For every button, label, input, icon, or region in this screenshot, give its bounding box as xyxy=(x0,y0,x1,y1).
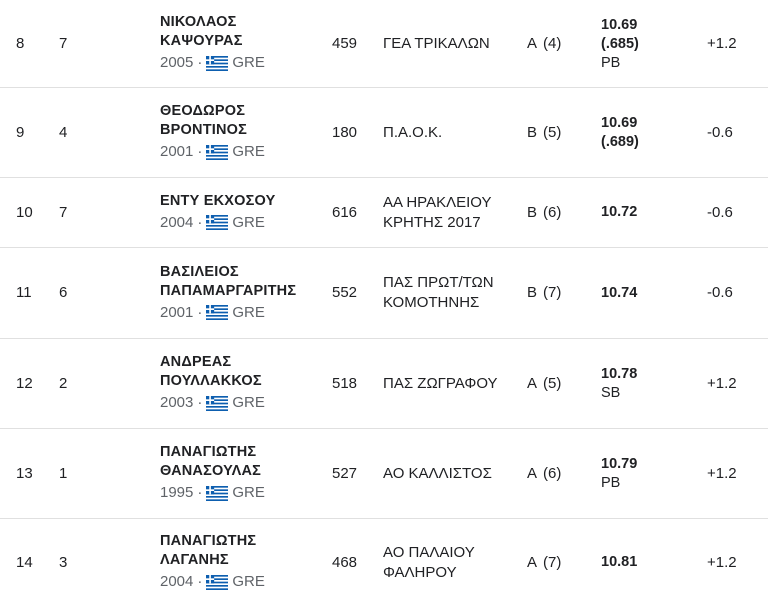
club-cell xyxy=(383,339,518,428)
wind-reading: +1.2 xyxy=(707,553,737,571)
heat-cell xyxy=(527,429,587,518)
country-code: GRE xyxy=(232,143,265,160)
heat-cell xyxy=(527,178,587,247)
result-time: 10.79 xyxy=(601,456,638,472)
athlete-meta xyxy=(160,52,330,74)
bib-cell xyxy=(332,178,372,247)
lane-cell xyxy=(59,339,89,428)
club-cell xyxy=(383,0,518,87)
heat-group xyxy=(527,374,587,394)
country-code: GRE xyxy=(232,213,265,231)
table-row[interactable] xyxy=(0,178,768,248)
heat-position: (7) xyxy=(543,553,562,571)
result-time-precise: (.689) xyxy=(601,133,639,150)
result-time: 10.78 xyxy=(601,366,638,382)
club-cell xyxy=(383,88,518,177)
table-row[interactable] xyxy=(0,248,768,339)
heat-letter: A xyxy=(527,464,538,482)
wind-reading: +1.2 xyxy=(707,374,737,392)
athlete-name-line-2[interactable]: ΚΑΨΟΥΡΑΣ xyxy=(160,33,243,49)
bib-cell xyxy=(332,88,372,177)
time-cell xyxy=(601,88,681,177)
heat-cell xyxy=(527,88,587,177)
heat-group xyxy=(527,123,587,143)
bib-number: 180 xyxy=(332,123,358,141)
heat-cell xyxy=(527,519,587,606)
rank-cell xyxy=(16,0,46,87)
lane-cell xyxy=(59,178,89,247)
greece-flag-icon xyxy=(206,575,228,590)
lane-cell xyxy=(59,519,89,606)
lane: 6 xyxy=(59,284,68,301)
greece-flag-icon xyxy=(206,56,228,71)
athlete-meta xyxy=(160,212,330,234)
heat-position: (6) xyxy=(543,464,562,482)
greece-flag-icon xyxy=(206,486,228,501)
athlete-cell xyxy=(160,88,330,177)
bib-cell xyxy=(332,339,372,428)
heat-position: (7) xyxy=(543,284,562,301)
separator-dot: · xyxy=(197,484,203,501)
wind-reading: -0.6 xyxy=(707,203,733,221)
wind-cell xyxy=(707,0,757,87)
rank: 12 xyxy=(16,374,33,392)
athlete-name-line-1[interactable]: ΕΝΤΥ ΕΚΧΟΣΟΥ xyxy=(160,192,276,209)
bib-cell xyxy=(332,519,372,606)
bib-cell xyxy=(332,429,372,518)
bib-number: 518 xyxy=(332,374,358,392)
lane-cell xyxy=(59,248,89,338)
wind-cell xyxy=(707,429,757,518)
club-line-2: ΦΑΛΗΡΟΥ xyxy=(383,563,457,581)
table-row[interactable] xyxy=(0,0,768,88)
athlete-name-line-2[interactable]: ΠΑΠΑΜΑΡΓΑΡΙΤΗΣ xyxy=(160,282,297,299)
separator-dot: · xyxy=(197,303,203,321)
athlete-name-line-1[interactable]: ΠΑΝΑΓΙΩΤΗΣ xyxy=(160,444,257,460)
athlete-name-line-1[interactable]: ΠΑΝΑΓΙΩΤΗΣ xyxy=(160,533,257,549)
athlete-cell xyxy=(160,178,330,247)
lane-cell xyxy=(59,429,89,518)
athlete-cell xyxy=(160,248,330,338)
rank: 11 xyxy=(16,284,32,301)
bib-number: 552 xyxy=(332,284,358,301)
table-row[interactable] xyxy=(0,339,768,429)
heat-group xyxy=(527,283,587,303)
result-time: 10.74 xyxy=(601,284,638,301)
heat-group xyxy=(527,203,587,223)
rank: 8 xyxy=(16,34,25,52)
birth-year: 2004 xyxy=(160,213,194,231)
birth-year: 2003 xyxy=(160,394,194,411)
lane: 7 xyxy=(59,34,68,52)
heat-position: (4) xyxy=(543,34,562,52)
athlete-name-line-2[interactable]: ΘΑΝΑΣΟΥΛΑΣ xyxy=(160,463,262,479)
rank-cell xyxy=(16,339,46,428)
time-cell xyxy=(601,0,681,87)
result-time: 10.81 xyxy=(601,554,638,570)
birth-year: 2001 xyxy=(160,303,194,321)
separator-dot: · xyxy=(197,54,203,71)
heat-group xyxy=(527,553,587,573)
bib-cell xyxy=(332,0,372,87)
heat-cell xyxy=(527,248,587,338)
wind-reading: +1.2 xyxy=(707,34,737,52)
club-line-1: ΠΑΣ ΖΩΓΡΑΦΟΥ xyxy=(383,374,498,392)
result-time: 10.69 xyxy=(601,114,638,131)
bib-number: 527 xyxy=(332,464,358,482)
table-row[interactable] xyxy=(0,88,768,178)
wind-cell xyxy=(707,519,757,606)
greece-flag-icon xyxy=(206,215,228,230)
athlete-cell xyxy=(160,429,330,518)
heat-cell xyxy=(527,339,587,428)
athlete-meta xyxy=(160,571,330,593)
rank: 14 xyxy=(16,553,33,571)
club-line-1: Π.Α.Ο.Κ. xyxy=(383,123,443,141)
record-mark: SB xyxy=(601,385,621,401)
rank-cell xyxy=(16,178,46,247)
separator-dot: · xyxy=(197,573,203,590)
record-mark: PB xyxy=(601,54,621,71)
club-line-1: ΠΑΣ ΠΡΩΤ/ΤΩΝ xyxy=(383,274,494,291)
lane: 2 xyxy=(59,374,68,392)
rank: 13 xyxy=(16,464,33,482)
heat-cell xyxy=(527,0,587,87)
athlete-name-line-2[interactable]: ΒΡΟΝΤΙΝΟΣ xyxy=(160,122,248,138)
time-cell xyxy=(601,429,681,518)
heat-position: (5) xyxy=(543,374,562,392)
lane: 7 xyxy=(59,203,68,221)
country-code: GRE xyxy=(232,303,265,321)
rank-cell xyxy=(16,248,46,338)
separator-dot: · xyxy=(197,213,203,231)
club-line-1: ΓΕΑ ΤΡΙΚΑΛΩΝ xyxy=(383,34,490,52)
club-line-2: ΚΟΜΟΤΗΝΗΣ xyxy=(383,294,480,311)
lane: 1 xyxy=(59,464,68,482)
time-cell xyxy=(601,178,681,247)
heat-group xyxy=(527,464,587,484)
club-line-1: ΑΟ ΠΑΛΑΙΟΥ xyxy=(383,543,475,561)
athlete-meta xyxy=(160,302,330,324)
heat-letter: A xyxy=(527,374,538,392)
athlete-meta xyxy=(160,141,330,163)
rank: 9 xyxy=(16,123,25,141)
heat-letter: B xyxy=(527,203,538,221)
birth-year: 2005 xyxy=(160,54,194,71)
heat-letter: A xyxy=(527,553,538,571)
country-code: GRE xyxy=(232,573,265,590)
rank-cell xyxy=(16,519,46,606)
greece-flag-icon xyxy=(206,305,228,320)
athlete-cell xyxy=(160,339,330,428)
lane-cell xyxy=(59,88,89,177)
result-time: 10.69 xyxy=(601,16,638,33)
wind-cell xyxy=(707,178,757,247)
heat-letter: A xyxy=(527,34,538,52)
athlete-name-line-1[interactable]: ΒΑΣΙΛΕΙΟΣ xyxy=(160,263,239,280)
wind-cell xyxy=(707,88,757,177)
club-cell xyxy=(383,429,518,518)
bib-number: 459 xyxy=(332,34,358,52)
lane-cell xyxy=(59,0,89,87)
athlete-cell xyxy=(160,0,330,87)
table-row[interactable] xyxy=(0,429,768,519)
birth-year: 2004 xyxy=(160,573,194,590)
birth-year: 2001 xyxy=(160,143,194,160)
rank-cell xyxy=(16,88,46,177)
birth-year: 1995 xyxy=(160,484,194,501)
time-cell xyxy=(601,519,681,606)
time-cell xyxy=(601,339,681,428)
bib-number: 616 xyxy=(332,203,358,221)
greece-flag-icon xyxy=(206,396,228,411)
time-cell xyxy=(601,248,681,338)
athlete-name-line-2[interactable]: ΠΟΥΛΛΑΚΚΟΣ xyxy=(160,373,262,389)
country-code: GRE xyxy=(232,54,265,71)
lane: 3 xyxy=(59,553,68,571)
club-cell xyxy=(383,248,518,338)
athlete-cell xyxy=(160,519,330,606)
result-time-precise: (.685) xyxy=(601,35,639,52)
athlete-name-line-1[interactable]: ΑΝΔΡΕΑΣ xyxy=(160,354,232,370)
athlete-name-line-1[interactable]: ΘΕΟΔΩΡΟΣ xyxy=(160,103,246,119)
wind-reading: -0.6 xyxy=(707,284,733,301)
heat-position: (6) xyxy=(543,203,562,221)
result-time: 10.72 xyxy=(601,204,638,220)
heat-letter: B xyxy=(527,284,538,301)
wind-cell xyxy=(707,248,757,338)
bib-number: 468 xyxy=(332,553,358,571)
lane: 4 xyxy=(59,123,68,141)
athlete-name-line-1[interactable]: ΝΙΚΟΛΑΟΣ xyxy=(160,14,237,30)
athlete-meta xyxy=(160,392,330,414)
record-mark: PB xyxy=(601,475,621,491)
heat-group xyxy=(527,34,587,54)
athlete-name-line-2[interactable]: ΛΑΓΑΝΗΣ xyxy=(160,552,229,568)
club-cell xyxy=(383,519,518,606)
athlete-meta xyxy=(160,482,330,504)
rank-cell xyxy=(16,429,46,518)
wind-reading: -0.6 xyxy=(707,123,733,141)
wind-reading: +1.2 xyxy=(707,464,737,482)
club-line-1: ΑΟ ΚΑΛΛΙΣΤΟΣ xyxy=(383,464,492,482)
club-line-1: ΑΑ ΗΡΑΚΛΕΙΟΥ xyxy=(383,193,492,211)
country-code: GRE xyxy=(232,394,265,411)
rank: 10 xyxy=(16,203,33,221)
heat-letter: B xyxy=(527,123,538,141)
bib-cell xyxy=(332,248,372,338)
heat-position: (5) xyxy=(543,123,562,141)
country-code: GRE xyxy=(232,484,265,501)
greece-flag-icon xyxy=(206,145,228,160)
table-row[interactable] xyxy=(0,519,768,606)
wind-cell xyxy=(707,339,757,428)
club-cell xyxy=(383,178,518,247)
club-line-2: ΚΡΗΤΗΣ 2017 xyxy=(383,213,481,231)
separator-dot: · xyxy=(197,143,203,160)
separator-dot: · xyxy=(197,394,203,411)
